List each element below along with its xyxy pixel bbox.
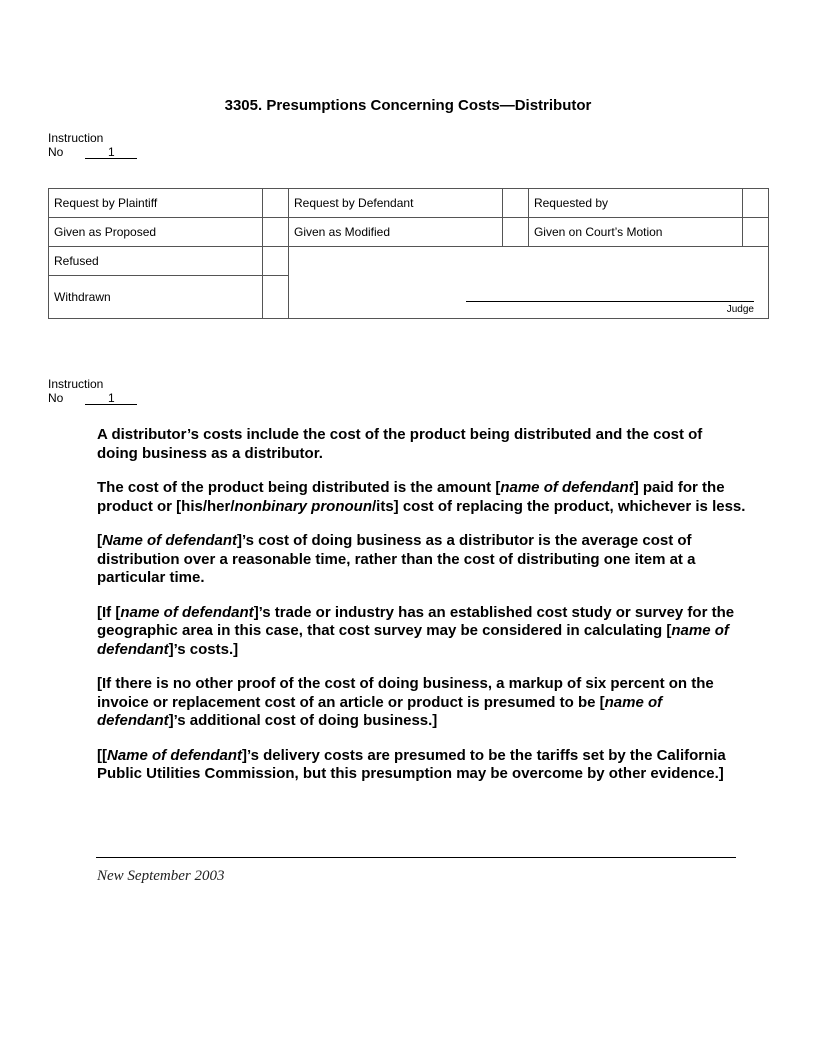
request-by-plaintiff-label: Request by Plaintiff bbox=[49, 189, 263, 218]
instruction-no-value-2: 1 bbox=[85, 392, 137, 405]
placeholder-text: Name of defendant bbox=[102, 532, 238, 549]
request-by-defendant-label: Request by Defendant bbox=[288, 189, 502, 218]
instruction-paragraph bbox=[97, 479, 747, 516]
instruction-paragraph bbox=[97, 532, 747, 588]
requested-by-checkbox[interactable] bbox=[743, 189, 769, 218]
paragraph-text: A distributor’s costs include the cost of the product being distributed and the cost of doing business as a distributor. bbox=[97, 426, 703, 462]
given-as-proposed-checkbox[interactable] bbox=[263, 218, 289, 247]
withdrawn-label: Withdrawn bbox=[49, 276, 263, 319]
instruction-no-label-2: No bbox=[48, 391, 64, 405]
paragraph-text: ] paid for the product or [his/her/ bbox=[97, 479, 725, 515]
paragraph-text: ]’s trade or industry has an established cost study or survey for the geographic area in this case, that cost survey may be considered in calculating [ bbox=[97, 603, 735, 639]
instruction-number-block bbox=[48, 131, 137, 159]
instruction-paragraph bbox=[97, 604, 747, 660]
given-as-proposed-label: Given as Proposed bbox=[49, 218, 263, 247]
paragraph-text: [If there is no other proof of the cost of doing business, a markup of six percent on the invoice or replacement cost of an article or product is presumed to be [ bbox=[97, 675, 714, 711]
instruction-label-2: Instruction bbox=[48, 377, 104, 391]
given-as-modified-label: Given as Modified bbox=[288, 218, 502, 247]
instruction-paragraph bbox=[97, 675, 747, 731]
paragraph-text: /its] cost of replacing the product, whichever is less. bbox=[372, 497, 746, 515]
paragraph-text: [[ bbox=[97, 746, 107, 764]
footer-divider bbox=[96, 857, 736, 858]
instruction-label: Instruction bbox=[48, 131, 104, 145]
withdrawn-checkbox[interactable] bbox=[263, 276, 289, 319]
request-by-plaintiff-checkbox[interactable] bbox=[263, 189, 289, 218]
instruction-body bbox=[97, 426, 747, 800]
judge-signature-area bbox=[288, 247, 768, 319]
paragraph-text: [ bbox=[97, 532, 102, 549]
placeholder-text: name of defendant bbox=[500, 479, 634, 496]
paragraph-text: The cost of the product being distributed is the amount [ bbox=[97, 479, 501, 496]
judge-label: Judge bbox=[726, 304, 754, 315]
page-title: 3305. Presumptions Concerning Costs—Distributor bbox=[224, 97, 592, 114]
requested-by-label: Requested by bbox=[528, 189, 742, 218]
paragraph-text: ]’s delivery costs are presumed to be the tariffs set by the California Public Utilities Commission, but this presumption may be overcome by other evidence.] bbox=[97, 746, 726, 782]
revision-note: New September 2003 bbox=[97, 868, 225, 884]
instruction-paragraph bbox=[97, 426, 747, 463]
request-by-defendant-checkbox[interactable] bbox=[503, 189, 529, 218]
placeholder-text: nonbinary pronoun bbox=[234, 497, 372, 515]
paragraph-text: ]’s costs.] bbox=[168, 640, 239, 658]
refused-checkbox[interactable] bbox=[263, 247, 289, 276]
placeholder-text: name of defendant bbox=[97, 622, 729, 658]
placeholder-text: name of defendant bbox=[120, 603, 254, 621]
given-as-modified-checkbox[interactable] bbox=[503, 218, 529, 247]
paragraph-text: ]’s additional cost of doing business.] bbox=[168, 712, 438, 729]
paragraph-text: ]’s cost of doing business as a distributor is the average cost of distribution over a reasonable time, rather than the cost of distributing one item at a particular time. bbox=[97, 532, 696, 586]
instruction-no-label: No bbox=[48, 145, 64, 159]
refused-label: Refused bbox=[49, 247, 263, 276]
judge-signature-line[interactable] bbox=[466, 301, 754, 302]
instruction-number-block-2 bbox=[48, 377, 137, 405]
given-on-courts-motion-label: Given on Court’s Motion bbox=[528, 218, 742, 247]
placeholder-text: Name of defendant bbox=[107, 746, 243, 764]
given-on-courts-motion-checkbox[interactable] bbox=[743, 218, 769, 247]
instruction-no-value: 1 bbox=[85, 146, 137, 159]
placeholder-text: name of defendant bbox=[97, 693, 663, 729]
paragraph-text: [If [ bbox=[97, 603, 121, 621]
request-table bbox=[48, 188, 769, 319]
instruction-paragraph bbox=[97, 747, 747, 784]
